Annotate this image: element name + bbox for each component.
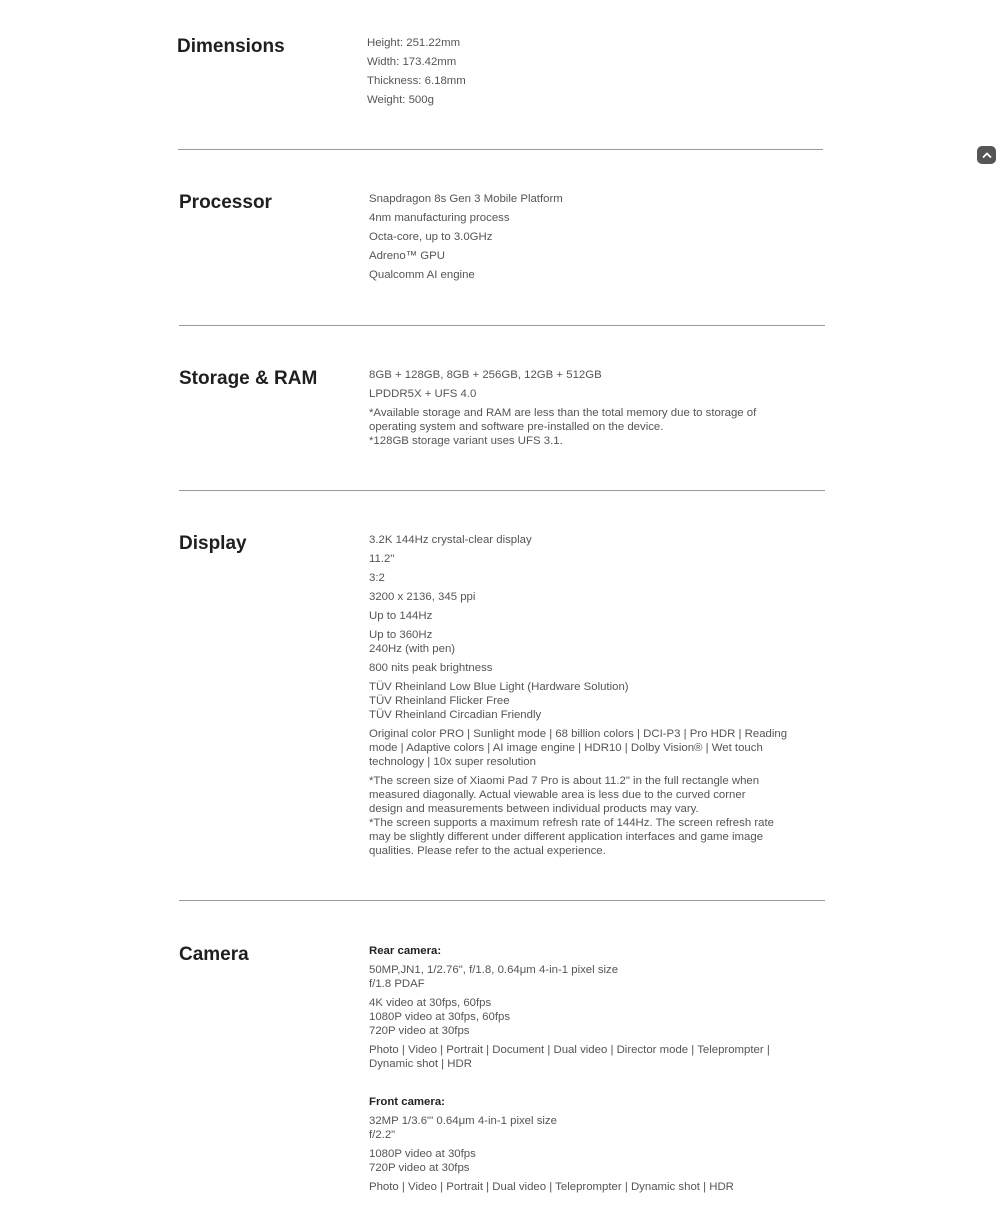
spec-line: Weight: 500g xyxy=(367,94,434,106)
spec-line: Thickness: 6.18mm xyxy=(367,75,466,87)
spec-paragraph xyxy=(367,36,807,50)
subsection-heading xyxy=(369,1095,809,1109)
divider xyxy=(178,149,823,150)
section-content xyxy=(369,944,809,1199)
spec-line: Rear camera: xyxy=(369,945,442,957)
spec-line: Up to 360Hz xyxy=(369,629,433,641)
spec-line: 4K video at 30fps, 60fps xyxy=(369,997,492,1009)
spec-paragraph xyxy=(367,74,807,88)
spec-line: may be slightly different under different application interfaces and game image xyxy=(369,831,764,843)
spec-line: 1080P video at 30fps xyxy=(369,1148,476,1160)
spec-paragraph xyxy=(369,590,809,604)
section-title: Display xyxy=(179,533,247,554)
spec-line: Adreno™ GPU xyxy=(369,250,445,262)
spec-line: *The screen supports a maximum refresh rate of 144Hz. The screen refresh rate xyxy=(369,817,774,829)
spec-line: qualities. Please refer to the actual experience. xyxy=(369,845,606,857)
spec-line: 4nm manufacturing process xyxy=(369,212,510,224)
spec-line: Snapdragon 8s Gen 3 Mobile Platform xyxy=(369,193,563,205)
spec-paragraph xyxy=(369,1147,809,1175)
spec-line: Up to 144Hz xyxy=(369,610,433,622)
spec-line: LPDDR5X + UFS 4.0 xyxy=(369,388,477,400)
spec-paragraph xyxy=(369,406,809,448)
spec-paragraph xyxy=(369,368,809,382)
spec-paragraph xyxy=(369,268,809,282)
spec-paragraph xyxy=(369,661,809,675)
spec-line: Photo | Video | Portrait | Dual video | Teleprompter | Dynamic shot | HDR xyxy=(369,1181,734,1193)
spec-line: f/2.2" xyxy=(369,1129,396,1141)
spec-line: 3200 x 2136, 345 ppi xyxy=(369,591,476,603)
spec-paragraph xyxy=(369,211,809,225)
spec-line: design and measurements between individual products may vary. xyxy=(369,803,699,815)
spec-paragraph xyxy=(369,552,809,566)
divider xyxy=(179,900,825,901)
spec-line: f/1.8 PDAF xyxy=(369,978,425,990)
spec-line: TÜV Rheinland Flicker Free xyxy=(369,695,510,707)
section-title: Dimensions xyxy=(177,36,285,57)
spec-line: *Available storage and RAM are less than the total memory due to storage of xyxy=(369,407,757,419)
spec-line: 3.2K 144Hz crystal-clear display xyxy=(369,534,532,546)
divider xyxy=(179,325,825,326)
section-content xyxy=(369,192,809,287)
section-content xyxy=(369,533,809,863)
spec-line: *128GB storage variant uses UFS 3.1. xyxy=(369,435,563,447)
spec-paragraph xyxy=(369,249,809,263)
spec-line: 720P video at 30fps xyxy=(369,1025,470,1037)
spec-paragraph xyxy=(369,230,809,244)
section-title: Storage & RAM xyxy=(179,368,318,389)
divider xyxy=(179,490,825,491)
spec-line: 720P video at 30fps xyxy=(369,1162,470,1174)
spec-paragraph xyxy=(369,571,809,585)
spec-paragraph xyxy=(367,55,807,69)
spec-paragraph xyxy=(369,727,809,769)
spec-paragraph xyxy=(369,963,809,991)
spec-paragraph xyxy=(369,387,809,401)
spec-line: *The screen size of Xiaomi Pad 7 Pro is about 11.2" in the full rectangle when xyxy=(369,775,760,787)
spec-line: Width: 173.42mm xyxy=(367,56,457,68)
spec-paragraph xyxy=(369,609,809,623)
section-content xyxy=(367,36,807,112)
spec-line: 50MP,JN1, 1/2.76", f/1.8, 0.64μm 4-in-1 pixel size xyxy=(369,964,619,976)
spec-paragraph xyxy=(369,1180,809,1194)
spec-line: Height: 251.22mm xyxy=(367,37,461,49)
spec-line: Dynamic shot | HDR xyxy=(369,1058,472,1070)
spec-line: TÜV Rheinland Low Blue Light (Hardware Solution) xyxy=(369,681,629,693)
spec-paragraph xyxy=(369,192,809,206)
spec-line: Octa-core, up to 3.0GHz xyxy=(369,231,493,243)
spec-line: measured diagonally. Actual viewable area is less due to the curved corner xyxy=(369,789,746,801)
subsection-heading xyxy=(369,944,809,958)
section-title: Camera xyxy=(179,944,249,965)
spec-paragraph xyxy=(369,1114,809,1142)
spec-line: technology | 10x super resolution xyxy=(369,756,536,768)
chevron-up-icon xyxy=(982,151,992,159)
spec-line: 240Hz (with pen) xyxy=(369,643,456,655)
section-title: Processor xyxy=(179,192,272,213)
spec-line: 11.2" xyxy=(369,553,395,565)
spec-line: mode | Adaptive colors | AI image engine | HDR10 | Dolby Vision® | Wet touch xyxy=(369,742,763,754)
scroll-to-top-button[interactable] xyxy=(977,146,996,164)
spec-line: 8GB + 128GB, 8GB + 256GB, 12GB + 512GB xyxy=(369,369,602,381)
spec-line: 1080P video at 30fps, 60fps xyxy=(369,1011,511,1023)
spec-line: Front camera: xyxy=(369,1096,445,1108)
spec-line: Original color PRO | Sunlight mode | 68 billion colors | DCI-P3 | Pro HDR | Reading xyxy=(369,728,788,740)
spec-line: operating system and software pre-installed on the device. xyxy=(369,421,664,433)
spec-paragraph xyxy=(367,93,807,107)
spec-paragraph xyxy=(369,680,809,722)
spec-line: Qualcomm AI engine xyxy=(369,269,475,281)
spec-paragraph xyxy=(369,533,809,547)
spec-paragraph xyxy=(369,1043,809,1071)
spec-line: 3:2 xyxy=(369,572,385,584)
spec-paragraph xyxy=(369,628,809,656)
section-content xyxy=(369,368,809,453)
spec-line: 800 nits peak brightness xyxy=(369,662,493,674)
spec-paragraph xyxy=(369,774,809,858)
spec-paragraph xyxy=(369,996,809,1038)
spec-line: 32MP 1/3.6"' 0.64μm 4-in-1 pixel size xyxy=(369,1115,557,1127)
spacer xyxy=(369,1076,809,1090)
spec-line: TÜV Rheinland Circadian Friendly xyxy=(369,709,542,721)
spec-line: Photo | Video | Portrait | Document | Dual video | Director mode | Teleprompter | xyxy=(369,1044,770,1056)
